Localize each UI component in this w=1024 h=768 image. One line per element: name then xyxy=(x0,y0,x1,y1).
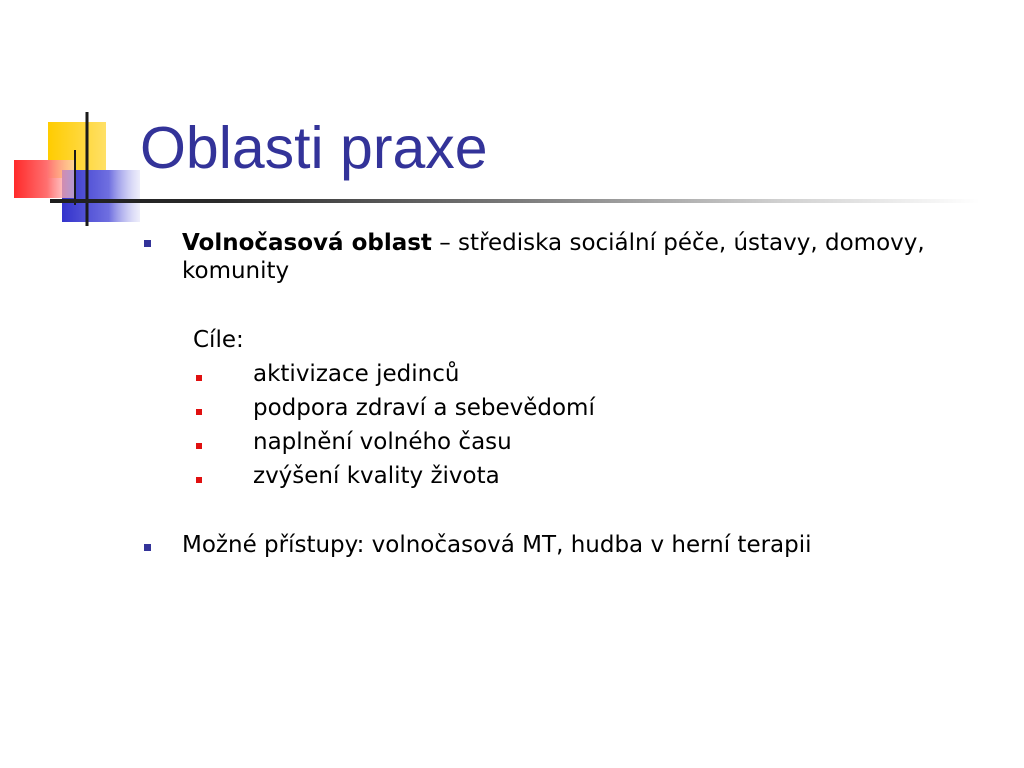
decorative-logo xyxy=(0,0,150,240)
goals-label: Cíle: xyxy=(193,327,244,353)
bullet-square-icon xyxy=(144,240,151,247)
sub-bullet-square-icon xyxy=(196,409,202,415)
bullet-term: Volnočasová oblast xyxy=(182,230,432,256)
deco-red-square xyxy=(14,160,74,198)
goal-item: podpora zdraví a sebevědomí xyxy=(253,395,595,421)
goal-item: zvýšení kvality života xyxy=(253,463,500,489)
slide-title: Oblasti praxe xyxy=(140,115,488,181)
goal-item: naplnění volného času xyxy=(253,429,512,455)
title-underline xyxy=(50,199,980,203)
goal-item: aktivizace jedinců xyxy=(253,361,460,387)
sub-bullet-square-icon xyxy=(196,443,202,449)
bullet-text-volnocasova xyxy=(182,228,925,258)
bullet-text-continuation: komunity xyxy=(182,258,290,284)
bullet-description: – střediska sociální péče, ústavy, domovy, xyxy=(431,230,925,256)
bullet-text-pristupy: Možné přístupy: volnočasová MT, hudba v herní terapii xyxy=(182,532,812,558)
sub-bullet-square-icon xyxy=(196,477,202,483)
sub-bullet-square-icon xyxy=(196,375,202,381)
bullet-square-icon xyxy=(144,544,151,551)
